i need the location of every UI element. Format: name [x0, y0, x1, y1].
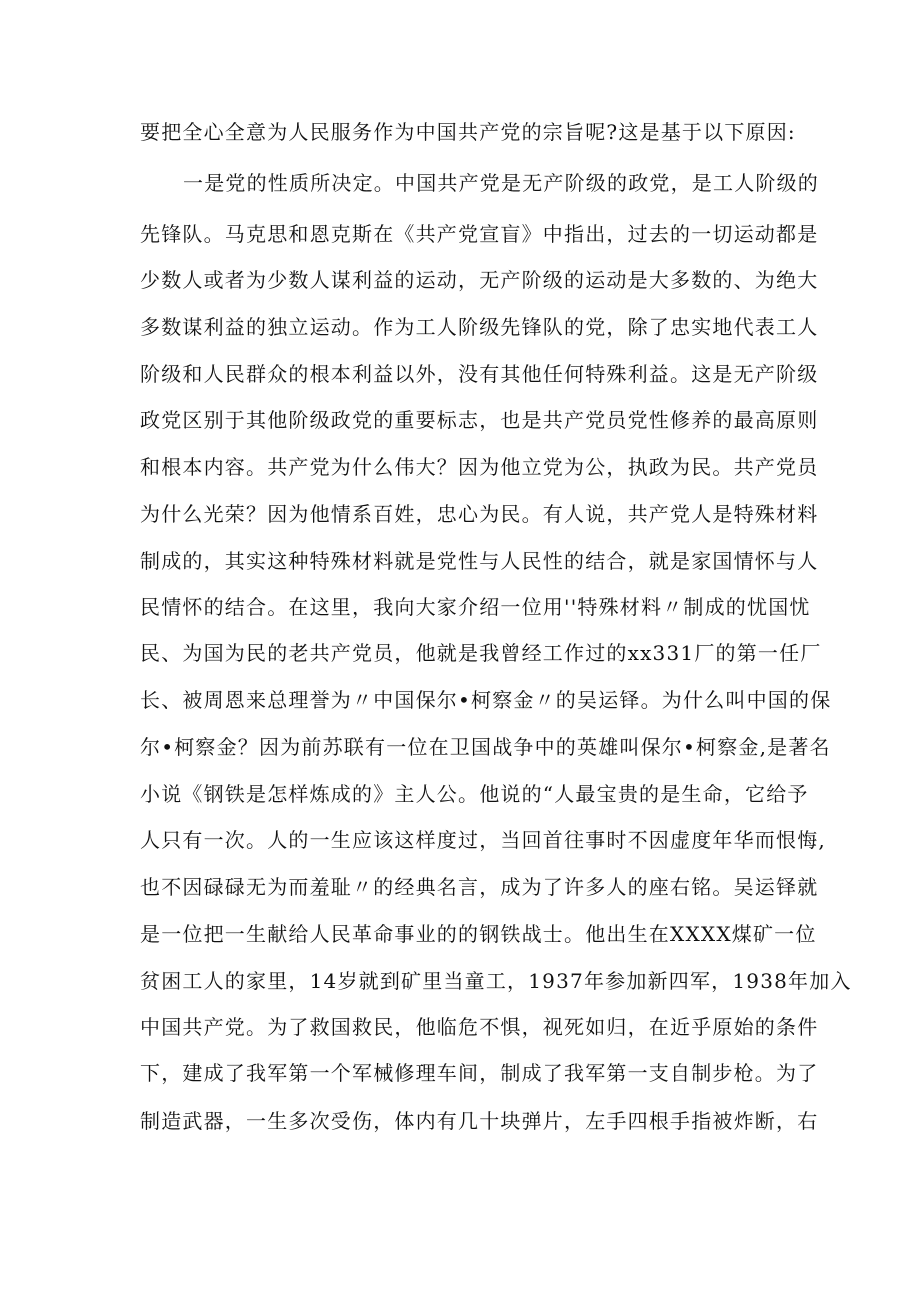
- text-line: 少数人或者为少数人谋利益的运动，无产阶级的运动是大多数的、为绝大: [140, 268, 819, 292]
- text-line: 制成的，其实这种特殊材料就是党性与人民性的结合，就是家国情怀与人: [140, 549, 819, 573]
- text-line: 民情怀的结合。在这里，我向大家介绍一位用''特殊材料〃制成的忧国忧: [140, 595, 811, 619]
- text-line: 是一位把一生献给人民革命事业的的钢铁战士。他出生在XXXX煤矿一位: [140, 922, 817, 946]
- text-line: 小说《钢铁是怎样炼成的》主人公。他说的“人最宝贵的是生命，它给予: [140, 782, 809, 806]
- text-line: 民、为国为民的老共产党员，他就是我曾经工作过的xx331厂的第一任厂: [140, 641, 822, 665]
- text-line: 长、被周恩来总理誉为〃中国保尔•柯察金〃的吴运铎。为什么叫中国的保: [140, 688, 832, 712]
- text-line: 为什么光荣？因为他情系百姓，忠心为民。有人说，共产党人是特殊材料: [140, 502, 819, 526]
- text-line: 中国共产党。为了救国救民，他临危不惧，视死如归，在近乎原始的条件: [140, 1015, 819, 1039]
- text-line: 人只有一次。人的一生应该这样度过，当回首往事时不因虚度年华而恨悔,: [140, 828, 826, 852]
- text-line: 多数谋利益的独立运动。作为工人阶级先锋队的党，除了忠实地代表工人: [140, 315, 819, 339]
- text-line: 和根本内容。共产党为什么伟大？因为他立党为公，执政为民。共产党员: [140, 455, 819, 479]
- text-line: 也不因碌碌无为而羞耻〃的经典名言，成为了许多人的座右铭。吴运铎就: [140, 875, 819, 899]
- text-line: 贫困工人的家里，14岁就到矿里当童工，1937年参加新四军，1938年加入: [140, 969, 852, 993]
- text-line: 政党区别于其他阶级政党的重要标志，也是共产党员党性修养的最高原则: [140, 408, 819, 432]
- text-line: 尔•柯察金？因为前苏联有一位在卫国战争中的英雄叫保尔•柯察金,是著名: [140, 735, 831, 759]
- text-line: 阶级和人民群众的根本利益以外，没有其他任何特殊利益。这是无产阶级: [140, 362, 819, 386]
- text-line: 制造武器，一生多次受伤，体内有几十块弹片，左手四根手指被炸断，右: [140, 1109, 819, 1133]
- text-line: 先锋队。马克思和恩克斯在《共产党宣盲》中指出，过去的一切运动都是: [140, 222, 819, 246]
- paragraph-first-line: 一是党的性质所决定。中国共产党是无产阶级的政党，是工人阶级的: [183, 171, 819, 195]
- text-line: 要把全心全意为人民服务作为中国共产党的宗旨呢?这是基于以下原因:: [140, 120, 796, 144]
- text-line: 下，建成了我军第一个军械修理车间，制成了我军第一支自制步枪。为了: [140, 1061, 819, 1085]
